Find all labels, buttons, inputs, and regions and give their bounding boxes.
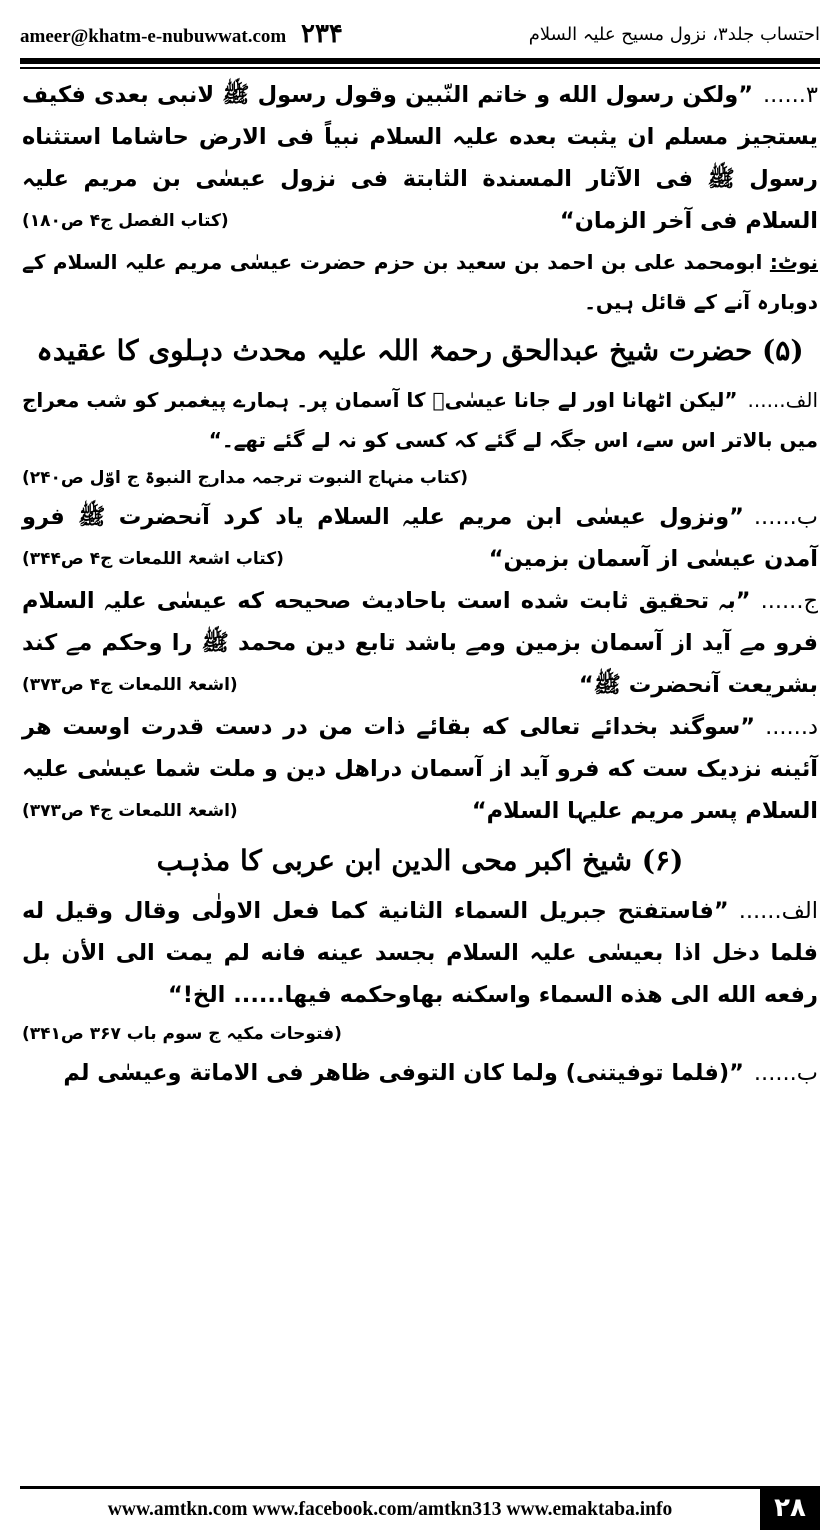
citation: (کتاب منہاج النبوت ترجمہ مدارج النبوۃ ج اوّل ص۲۴۰): [22, 468, 468, 488]
quote-paragraph: [22, 74, 818, 242]
quote-paragraph: [22, 580, 818, 706]
item-marker: الف......: [738, 898, 818, 924]
item-marker: ۳......: [762, 82, 818, 108]
urdu-paragraph: [22, 380, 818, 460]
item-marker: د......: [765, 714, 818, 740]
item-marker: ج......: [760, 588, 818, 614]
footer-urls: www.amtkn.com www.facebook.com/amtkn313 www.emaktaba.info: [20, 1486, 760, 1530]
citation: (کتاب الفصل ج۴ ص۱۸۰): [22, 211, 229, 231]
quote-paragraph: [22, 1052, 818, 1094]
section-heading: (۵) حضرت شیخ عبدالحق رحمۃ اللہ علیہ محدث دہلوی کا عقیدہ: [36, 334, 804, 367]
paragraph-text: ”سوگند بخدائے تعالی که بقائے ذات من در دست قدرت اوست هر آئینه نزدیک ست که فرو آید از آسمان دراهل دین و ملت شما عیسٰی علیہ السلام پسر مریم علیہا السلام“: [22, 714, 818, 824]
paragraph-text: ابومحمد علی بن احمد بن سعید بن حزم حضرت عیسٰی مریم علیہ السلام کے دوبارہ آنے کے قائل ہیں۔: [22, 250, 818, 314]
item-marker: الف......: [747, 388, 818, 412]
citation: (کتاب اشعۃ اللمعات ج۴ ص۳۴۴): [22, 549, 284, 569]
paragraph-text: ”ولکن رسول الله و خاتم النّبین وقول رسول ﷺ لانبی بعدی فکیف یستجیز مسلم ان یثبت بعده علیہ السلام نبیاً فی الارض حاشاما استثناه رسول ﷺ فی الآثار المسندة الثابتة فی نزول عیسٰی بن مریم علیہ السلام فی آخر الزمان“: [22, 82, 818, 234]
quote-paragraph: [22, 496, 818, 580]
citation: (اشعۃ اللمعات ج۴ ص۳۷۳): [22, 675, 238, 695]
paragraph-text: ”بہ تحقیق ثابت شده است باحادیث صحیحه که عیسٰی علیہ السلام فرو مے آید از آسمان بزمین ومے باشد تابع دین محمد ﷺ را وحکم مے کند بشریعت آنحضرت ﷺ“: [22, 588, 818, 698]
header-book-title: احتساب جلد۳، نزول مسیح علیہ السلام: [528, 23, 820, 45]
paragraph-text: ”ونزول عیسٰی ابن مریم علیہ السلام یاد کرد آنحضرت ﷺ فرو آمدن عیسٰی از آسمان بزمین“: [22, 504, 818, 572]
urdu-paragraph: [22, 242, 818, 322]
citation: (اشعۃ اللمعات ج۴ ص۳۷۳): [22, 801, 238, 821]
item-marker: ب......: [753, 1060, 818, 1086]
quote-paragraph: [22, 890, 818, 1016]
header-left: [20, 19, 343, 49]
footer-page-number: ۲۸: [760, 1486, 820, 1530]
page-header: [20, 14, 820, 54]
header-page-number: ۲۳۴: [300, 19, 343, 48]
header-email: ameer@khatm-e-nubuwwat.com: [20, 26, 287, 47]
citation: (فتوحات مکیہ ج سوم باب ۳۶۷ ص۳۴۱): [22, 1024, 342, 1044]
page-footer: [20, 1486, 820, 1530]
header-rule: [20, 58, 820, 64]
section-heading: (۶) شیخ اکبر محی الدین ابن عربی کا مذہب: [156, 844, 684, 877]
paragraph-text: ”(فلما توفیتنی) ولما کان التوفی ظاهر فی الاماتة وعیسٰی لم: [63, 1060, 744, 1086]
paragraph-text: ”فاستفتح جبریل السماء الثانیة کما فعل الاولٰی وقال وقیل له فلما دخل اذا بعیسٰی علیہ السلام بجسد عینه فانه لم یمت الی الأن بل رفعه الله الی هذه السماء واسکنه بهاوحکمه فیها...... الخ!“: [22, 898, 818, 1008]
item-marker: ب......: [753, 504, 818, 530]
header-rule-thin: [20, 67, 820, 69]
page-content: [22, 74, 818, 1094]
note-label: نوٹ:: [769, 250, 819, 274]
quote-paragraph: [22, 706, 818, 832]
paragraph-text: ”لیکن اٹھانا اور لے جانا عیسٰیؑ کا آسمان پر۔ ہمارے پیغمبر کو شب معراج میں بالاتر اس سے، اس جگہ لے گئے کہ کسی کو نہ لے گئے تھے۔“: [22, 388, 818, 452]
